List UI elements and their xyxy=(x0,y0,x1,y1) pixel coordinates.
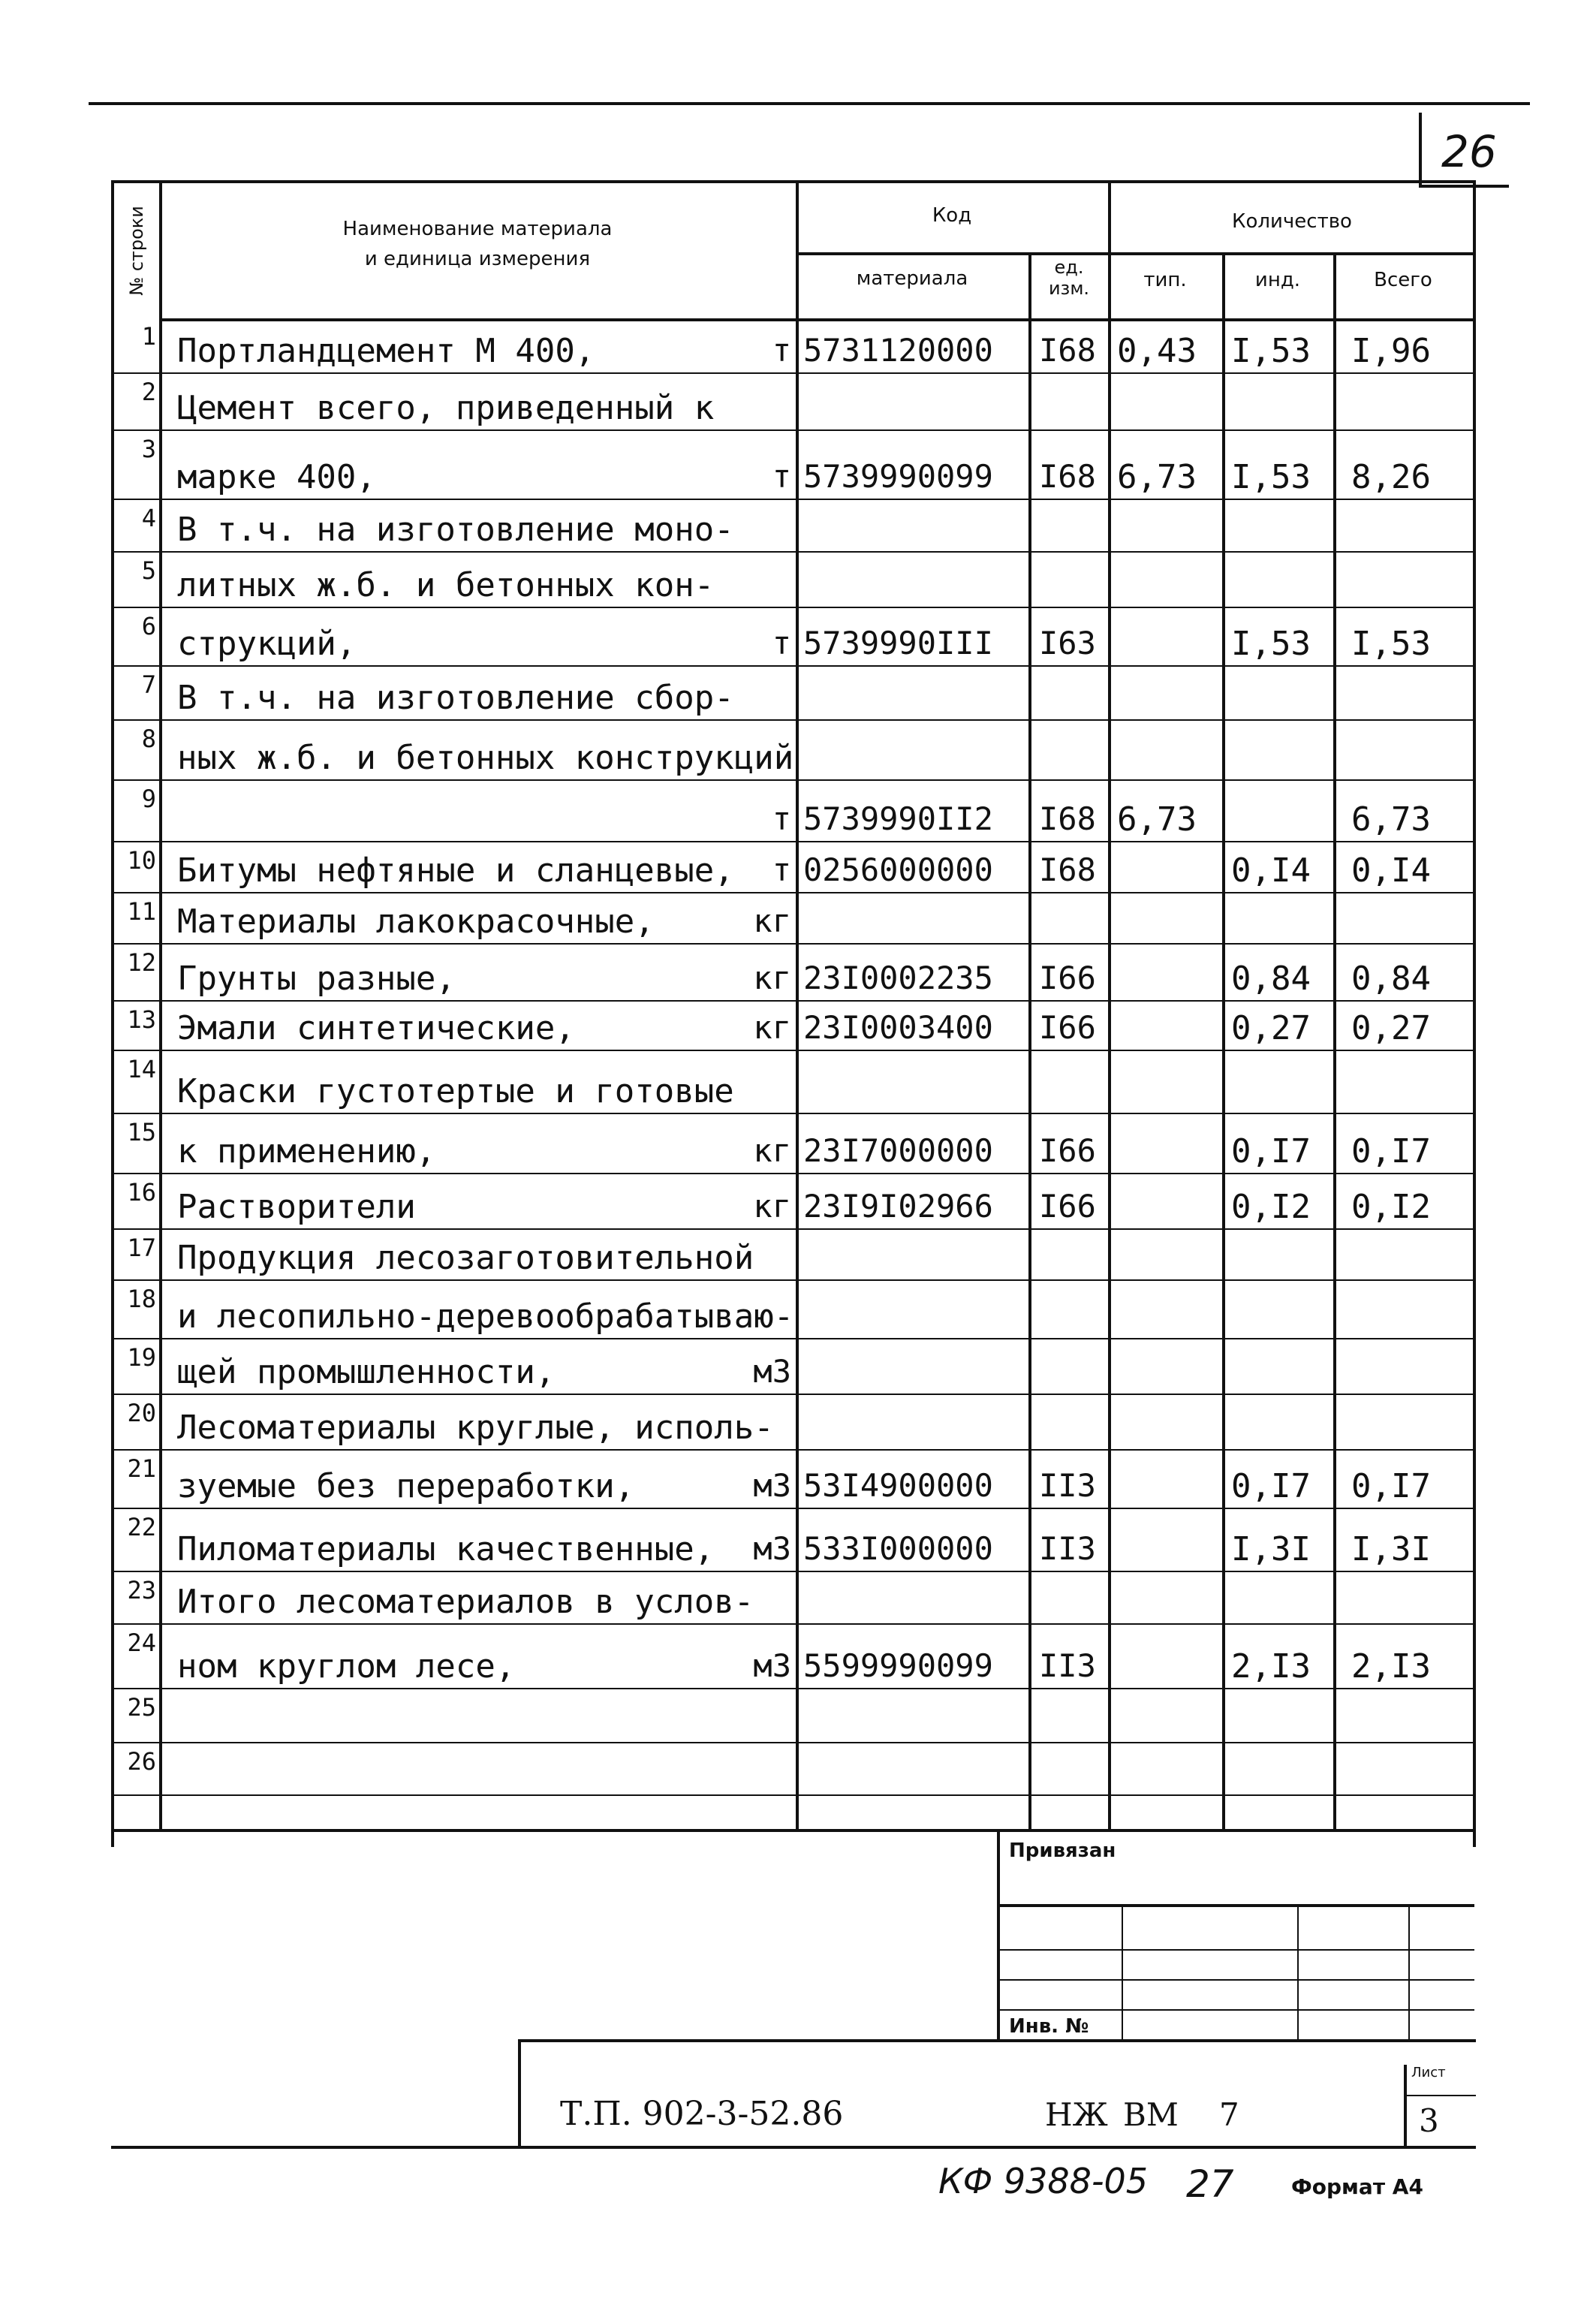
material-unit: м3 xyxy=(753,1530,791,1567)
qty-ind: 0,84 xyxy=(1231,960,1311,998)
unit-code: I66 xyxy=(1039,1009,1096,1046)
row-separator xyxy=(111,499,1476,500)
list-label: Лист xyxy=(1411,2065,1446,2081)
unit-code: I68 xyxy=(1039,800,1096,837)
unit-code: I68 xyxy=(1039,332,1096,369)
material-unit: кг xyxy=(753,1188,791,1225)
header-qty-total: Всего xyxy=(1374,269,1432,291)
material-code: 53I4900000 xyxy=(803,1467,993,1504)
document-code: Т.П. 902-3-52.86 xyxy=(560,2095,844,2133)
row-number: 20 xyxy=(127,1399,156,1427)
page-number: 26 xyxy=(1441,126,1497,177)
row-number: 9 xyxy=(141,785,156,813)
material-name: В т.ч. на изготовление моно- xyxy=(177,511,734,549)
material-unit: т xyxy=(772,800,791,837)
unit-code: II3 xyxy=(1039,1467,1096,1504)
material-name: зуемые без переработки, xyxy=(177,1467,635,1505)
row-separator xyxy=(111,1113,1476,1114)
qty-ind: I,3I xyxy=(1231,1530,1311,1568)
row-number: 8 xyxy=(141,725,156,753)
row-number: 26 xyxy=(127,1747,156,1776)
material-name: литных ж.б. и бетонных кон- xyxy=(177,566,715,604)
material-name: щей промышленности, xyxy=(177,1353,556,1391)
bound-label: Привязан xyxy=(1009,1839,1116,1862)
qty-ind: 0,I2 xyxy=(1231,1188,1311,1226)
material-name: марке 400, xyxy=(177,458,376,496)
row-separator xyxy=(111,429,1476,431)
row-number: 14 xyxy=(127,1055,156,1083)
material-code: 23I0003400 xyxy=(803,1009,993,1046)
handwritten-page-number: 27 xyxy=(1186,2162,1234,2206)
qty-total: 2,I3 xyxy=(1351,1647,1431,1686)
row-separator xyxy=(111,665,1476,667)
material-name: Грунты разные, xyxy=(177,960,456,998)
material-name: струкций, xyxy=(177,625,357,663)
row-separator xyxy=(111,1338,1476,1339)
row-separator xyxy=(111,1228,1476,1230)
material-name: к применению, xyxy=(177,1132,436,1171)
material-unit: т xyxy=(772,625,791,661)
row-separator xyxy=(111,372,1476,374)
row-number: 4 xyxy=(141,504,156,532)
qty-typ: 6,73 xyxy=(1117,800,1197,839)
header-qty-ind: инд. xyxy=(1254,269,1301,291)
material-name: Пиломатериалы качественные, xyxy=(177,1530,715,1568)
qty-typ: 6,73 xyxy=(1117,458,1197,496)
material-name: ном круглом лесе, xyxy=(177,1647,516,1686)
material-unit: м3 xyxy=(753,1353,791,1390)
qty-ind: I,53 xyxy=(1231,458,1311,496)
row-number: 17 xyxy=(127,1234,156,1262)
material-name: и лесопильно-деревообрабатываю- xyxy=(177,1297,794,1336)
material-unit: м3 xyxy=(753,1647,791,1684)
row-number: 12 xyxy=(127,948,156,977)
material-name: Итого лесоматериалов в услов- xyxy=(177,1583,754,1621)
row-number: 22 xyxy=(127,1513,156,1541)
order-number: КФ 9388-05 xyxy=(938,2161,1149,2201)
row-separator xyxy=(111,1508,1476,1509)
row-separator xyxy=(111,841,1476,842)
material-name: Лесоматериалы круглые, исполь- xyxy=(177,1409,774,1447)
header-code-material: материала xyxy=(856,267,968,290)
material-code: 5739990III xyxy=(803,625,993,661)
row-number: 3 xyxy=(141,435,156,463)
material-code: 23I7000000 xyxy=(803,1132,993,1169)
qty-ind: 0,27 xyxy=(1231,1009,1311,1047)
qty-ind: 0,I7 xyxy=(1231,1467,1311,1505)
material-unit: кг xyxy=(753,902,791,939)
material-unit: т xyxy=(772,458,791,495)
material-name: Краски густотертые и готовые xyxy=(177,1072,734,1110)
row-separator xyxy=(111,1173,1476,1174)
row-number: 23 xyxy=(127,1576,156,1604)
row-separator xyxy=(111,943,1476,945)
material-unit: т xyxy=(772,851,791,888)
qty-total: I,53 xyxy=(1351,625,1431,663)
material-code: 5739990II2 xyxy=(803,800,993,837)
row-number: 10 xyxy=(127,846,156,875)
row-separator xyxy=(111,1742,1476,1743)
sheet-code: 7 xyxy=(1219,2096,1239,2133)
mark-code: ВМ xyxy=(1123,2096,1179,2133)
row-separator xyxy=(111,1688,1476,1689)
row-separator xyxy=(111,1794,1476,1796)
header-name-line1: Наименование материала xyxy=(342,218,613,240)
material-code: 5599990099 xyxy=(803,1647,993,1684)
row-separator xyxy=(111,1394,1476,1395)
header-quantity: Количество xyxy=(1232,210,1352,233)
qty-ind: 2,I3 xyxy=(1231,1647,1311,1686)
material-unit: кг xyxy=(753,1009,791,1046)
row-number: 7 xyxy=(141,670,156,699)
row-separator xyxy=(111,1000,1476,1002)
row-number: 1 xyxy=(141,322,156,351)
material-code: 23I0002235 xyxy=(803,960,993,996)
material-name: Эмали синтетические, xyxy=(177,1009,575,1047)
header-code-unit: ед. изм. xyxy=(1048,257,1090,299)
qty-ind: I,53 xyxy=(1231,625,1311,663)
qty-total: I,96 xyxy=(1351,332,1431,370)
qty-total: 6,73 xyxy=(1351,800,1431,839)
row-number: 6 xyxy=(141,612,156,640)
unit-code: I68 xyxy=(1039,851,1096,888)
material-unit: кг xyxy=(753,960,791,996)
qty-total: 8,26 xyxy=(1351,458,1431,496)
unit-code: II3 xyxy=(1039,1530,1096,1567)
qty-ind: 0,I4 xyxy=(1231,851,1311,890)
material-name: Растворители xyxy=(177,1188,416,1226)
material-name: Продукция лесозаготовительной xyxy=(177,1239,754,1277)
row-number: 19 xyxy=(127,1343,156,1372)
material-unit: т xyxy=(772,332,791,369)
page-number-box-bottom xyxy=(1419,185,1509,188)
list-number: 3 xyxy=(1419,2102,1439,2139)
material-code: 5731120000 xyxy=(803,332,993,369)
material-name: Материалы лакокрасочные, xyxy=(177,902,655,941)
set-code: НЖ xyxy=(1045,2096,1108,2133)
unit-code: I66 xyxy=(1039,1188,1096,1225)
unit-code: I66 xyxy=(1039,1132,1096,1169)
qty-ind: I,53 xyxy=(1231,332,1311,370)
row-number: 13 xyxy=(127,1005,156,1034)
row-number: 2 xyxy=(141,378,156,406)
inventory-label: Инв. № xyxy=(1009,2015,1089,2038)
material-name: Цемент всего, приведенный к xyxy=(177,389,715,427)
row-separator xyxy=(111,1449,1476,1451)
material-name: Портландцемент М 400, xyxy=(177,332,595,370)
material-code: 0256000000 xyxy=(803,851,993,888)
row-separator xyxy=(111,892,1476,893)
qty-ind: 0,I7 xyxy=(1231,1132,1311,1171)
row-separator xyxy=(111,1623,1476,1625)
qty-total: I,3I xyxy=(1351,1530,1431,1568)
material-unit: м3 xyxy=(753,1467,791,1504)
unit-code: I66 xyxy=(1039,960,1096,996)
row-number: 24 xyxy=(127,1629,156,1657)
row-separator xyxy=(111,1279,1476,1281)
format-label: Формат А4 xyxy=(1291,2174,1423,2199)
header-name-line2: и единица измерения xyxy=(364,248,591,270)
material-unit: кг xyxy=(753,1132,791,1169)
qty-total: 0,I7 xyxy=(1351,1467,1431,1505)
qty-total: 0,I7 xyxy=(1351,1132,1431,1171)
material-code: 23I9I02966 xyxy=(803,1188,993,1225)
row-separator xyxy=(111,719,1476,721)
material-name: В т.ч. на изготовление сбор- xyxy=(177,679,734,717)
qty-total: 0,27 xyxy=(1351,1009,1431,1047)
row-separator xyxy=(111,1571,1476,1572)
unit-code: I63 xyxy=(1039,625,1096,661)
row-separator xyxy=(111,1050,1476,1051)
row-number: 15 xyxy=(127,1118,156,1146)
material-code: 5739990099 xyxy=(803,458,993,495)
qty-total: 0,I2 xyxy=(1351,1188,1431,1226)
row-number: 11 xyxy=(127,897,156,926)
row-number: 18 xyxy=(127,1285,156,1313)
sheet-top-rule xyxy=(89,102,1530,105)
unit-code: II3 xyxy=(1039,1647,1096,1684)
row-number: 16 xyxy=(127,1178,156,1207)
row-number: 25 xyxy=(127,1693,156,1722)
page-number-box-left xyxy=(1419,113,1422,188)
unit-code: I68 xyxy=(1039,458,1096,495)
row-number: 21 xyxy=(127,1454,156,1483)
qty-typ: 0,43 xyxy=(1117,332,1197,370)
row-number: 5 xyxy=(141,556,156,585)
row-separator xyxy=(111,607,1476,608)
material-code: 533I000000 xyxy=(803,1530,993,1567)
row-separator xyxy=(111,779,1476,781)
header-qty-typ: тип. xyxy=(1143,269,1187,291)
material-name: ных ж.б. и бетонных конструкций xyxy=(177,739,794,777)
qty-total: 0,I4 xyxy=(1351,851,1431,890)
qty-total: 0,84 xyxy=(1351,960,1431,998)
header-row-number: № строки xyxy=(126,206,147,296)
row-separator xyxy=(111,551,1476,553)
material-name: Битумы нефтяные и сланцевые, xyxy=(177,851,734,890)
header-code: Код xyxy=(932,204,972,227)
